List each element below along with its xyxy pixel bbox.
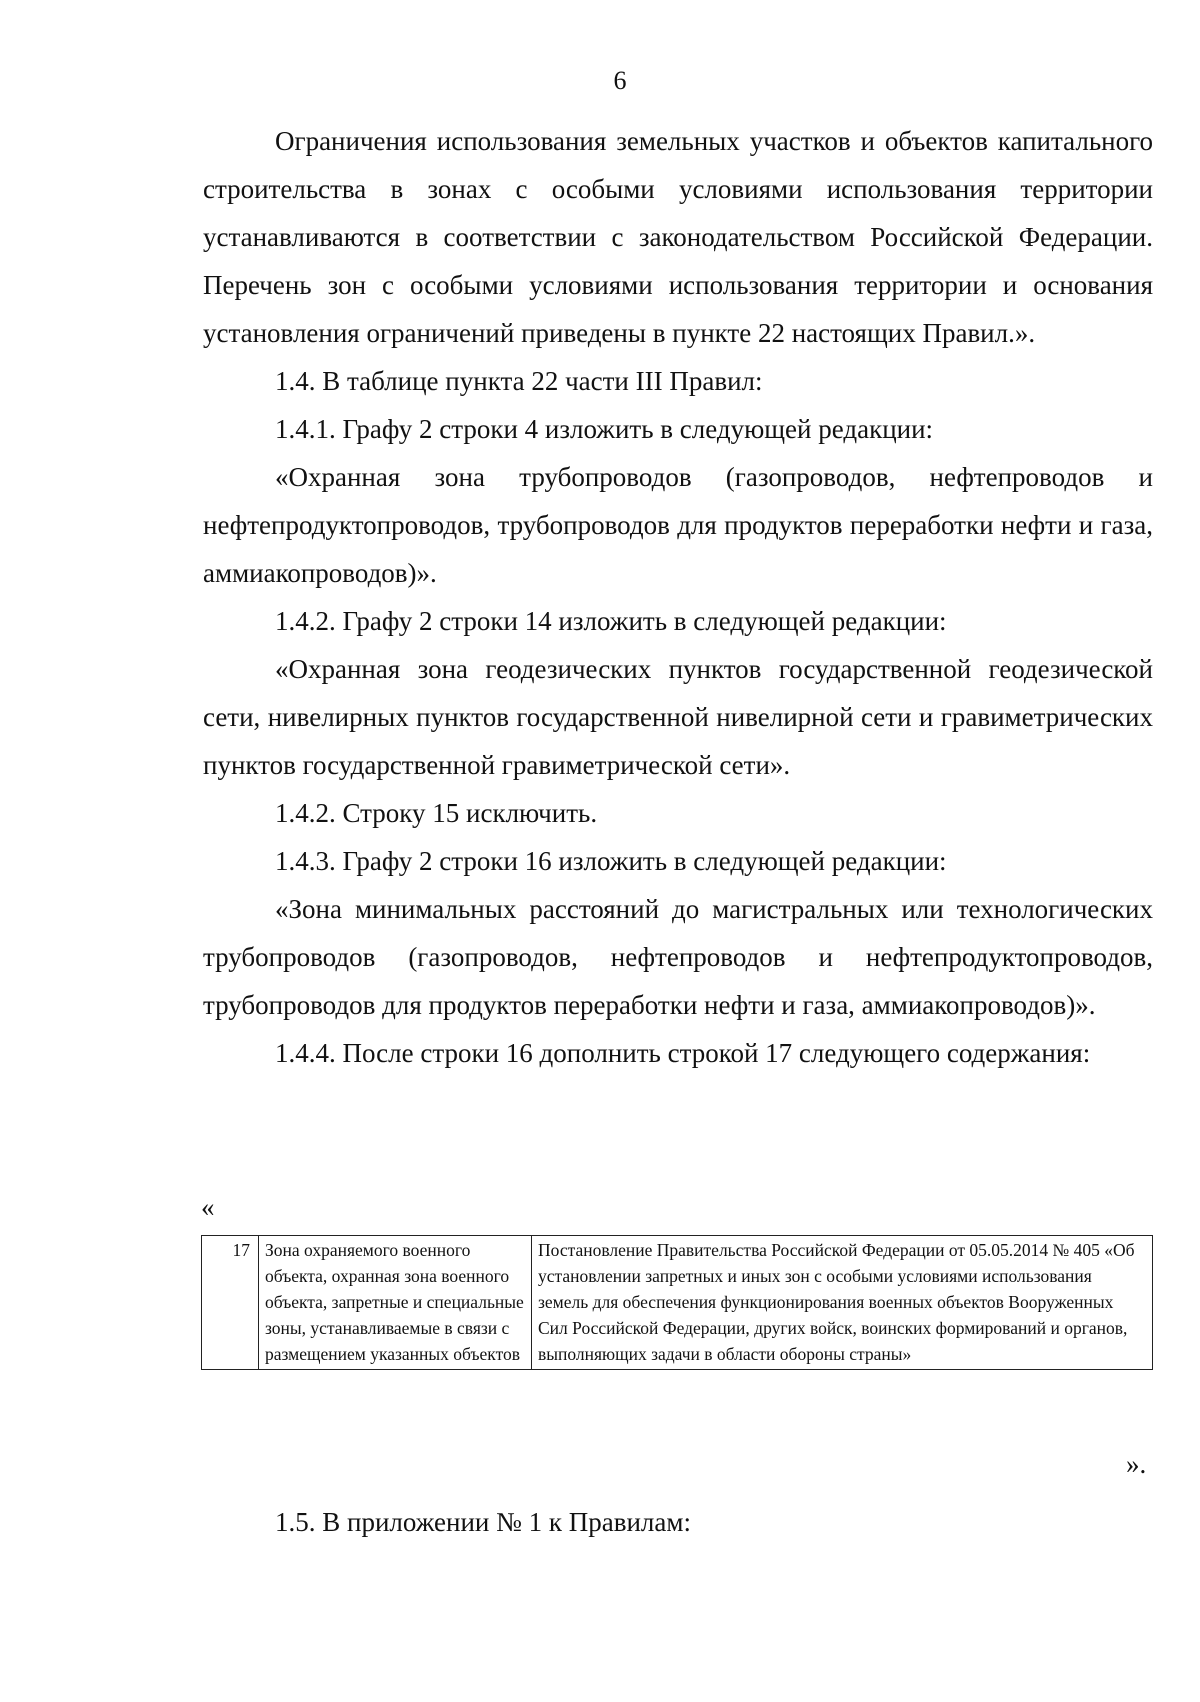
paragraph-1-4-4: 1.4.4. После строки 16 дополнить строкой 17 следующего содержания: <box>275 1038 1091 1068</box>
body-text <box>203 117 1153 1077</box>
paragraph-1-4: 1.4. В таблице пункта 22 части III Правил: <box>275 366 763 396</box>
legal-basis-cell: Постановление Правительства Российской Федерации от 05.05.2014 № 405 «Об установлении запретных и иных зон с особыми условиями использования земель для обеспечения функционирования военных объектов Вооруженных Сил Российской Федерации, других войск, воинских формирований и органов, выполняющих задачи в области обороны страны» <box>532 1236 1153 1370</box>
amendment-table <box>201 1235 1153 1370</box>
paragraph-quote-pipelines: «Охранная зона трубопроводов (газопроводов, нефтепроводов и нефтепродуктопроводов, трубопроводов для продуктов переработки нефти и газа, аммиакопроводов)». <box>203 462 1153 588</box>
page-number: 6 <box>613 66 627 95</box>
paragraph-1-4-2-b: 1.4.2. Строку 15 исключить. <box>275 798 598 828</box>
paragraph-1-5: 1.5. В приложении № 1 к Правилам: <box>275 1507 691 1537</box>
quote-close-mark: ». <box>1126 1449 1147 1479</box>
paragraph-restrictions: Ограничения использования земельных участков и объектов капитального строительства в зонах с особыми условиями использования территории устанавливаются в соответствии с законодательством Российской Федерации. Перечень зон с особыми условиями использования территории и основания установления ограничений приведены в пункте 22 настоящих Правил.». <box>203 126 1153 348</box>
paragraph-quote-min-distances: «Зона минимальных расстояний до магистральных или технологических трубопроводов (газопроводов, нефтепроводов и нефтепродуктопроводов, трубопроводов для продуктов переработки нефти и газа, аммиакопроводов)». <box>203 894 1153 1020</box>
paragraph-1-4-3: 1.4.3. Графу 2 строки 16 изложить в следующей редакции: <box>275 846 947 876</box>
paragraph-1-4-2-a: 1.4.2. Графу 2 строки 14 изложить в следующей редакции: <box>275 606 947 636</box>
table-row <box>202 1236 1153 1370</box>
zone-name-cell: Зона охраняемого военного объекта, охранная зона военного объекта, запретные и специальные зоны, устанавливаемые в связи с размещением указанных объектов <box>259 1236 532 1370</box>
paragraph-1-4-1: 1.4.1. Графу 2 строки 4 изложить в следующей редакции: <box>275 414 934 444</box>
row-number-cell: 17 <box>202 1236 259 1370</box>
paragraph-quote-geodetic: «Охранная зона геодезических пунктов государственной геодезической сети, нивелирных пунктов государственной нивелирной сети и гравиметрических пунктов государственной гравиметрической сети». <box>203 654 1153 780</box>
quote-open-mark: « <box>201 1192 215 1222</box>
